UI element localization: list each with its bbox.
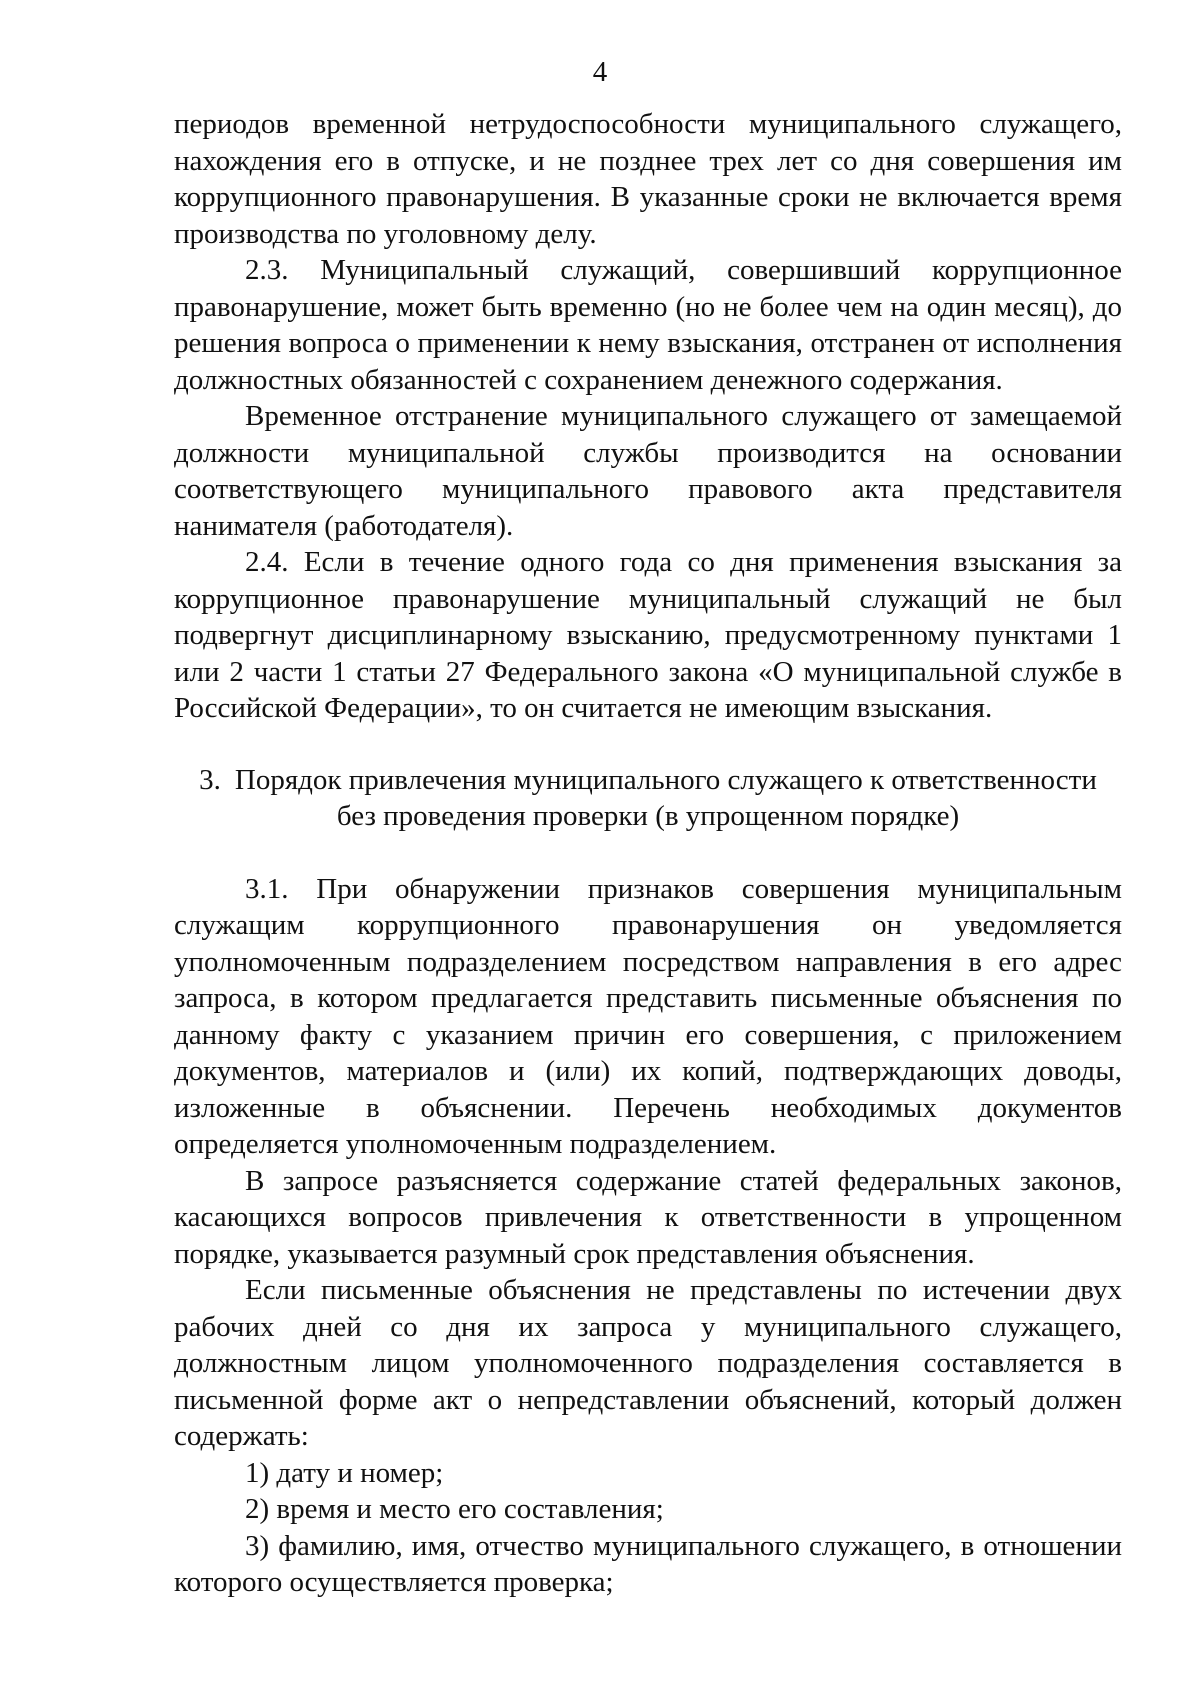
paragraph-3-1: 3.1. При обнаружении признаков совершения муниципальным служащим коррупционного правонарушения он уведомляется уполномоченным подразделением посредством направления в его адрес запроса, в котором предлагается представить письменные объяснения по данному факту с указанием причин его совершения, с приложением документов, материалов и (или) их копий, подтверждающих доводы, изложенные в объяснении. Перечень необходимых документов определяется уполномоченным подразделением.: [174, 872, 1122, 1160]
section-heading: [174, 762, 1122, 835]
list-item-2: 2) время и место его составления;: [245, 1493, 664, 1525]
paragraph-temporary-suspension: Временное отстранение муниципального служащего от замещаемой должности муниципальной службы производится на основании соответствующего муниципального правового акта представителя нанимателя (работодателя).: [174, 400, 1122, 542]
page-number: 4: [592, 56, 608, 88]
paragraph-2-3: 2.3. Муниципальный служащий, совершивший коррупционное правонарушение, может быть временно (но не более чем на один месяц), до решения вопроса о применении к нему взыскания, отстранен от исполнения должностных обязанностей с сохранением денежного содержания.: [174, 254, 1122, 396]
section-number: 3.: [199, 763, 221, 796]
list-item-3: 3) фамилию, имя, отчество муниципального служащего, в отношении которого осуществляется проверка;: [174, 1529, 1122, 1598]
paragraph-2-4: 2.4. Если в течение одного года со дня применения взыскания за коррупционное правонарушение муниципальный служащий не был подвергнут дисциплинарному взысканию, предусмотренному пунктами 1 или 2 части 1 статьи 27 Федерального закона «О муниципальной службе в Российской Федерации», то он считается не имеющим взыскания.: [174, 546, 1122, 724]
paragraph-continuation: периодов временной нетрудоспособности муниципального служащего, нахождения его в отпуске, и не позднее трех лет со дня совершения им коррупционного правонарушения. В указанные сроки не включается время производства по уголовному делу.: [174, 108, 1122, 250]
document-body: [174, 106, 1122, 1601]
section-title-line-2: без проведения проверки (в упрощенном порядке): [336, 800, 960, 832]
paragraph-act-of-non-submission: Если письменные объяснения не представлены по истечении двух рабочих дней со дня их запроса у муниципального служащего, должностным лицом уполномоченного подразделения составляется в письменной форме акт о непредставлении объяснений, который должен содержать:: [174, 1274, 1122, 1452]
list-item-1: 1) дату и номер;: [245, 1456, 444, 1489]
paragraph-request-explanation: В запросе разъясняется содержание статей федеральных законов, касающихся вопросов привлечения к ответственности в упрощенном порядке, указывается разумный срок представления объяснения.: [174, 1164, 1122, 1270]
section-heading-line-1: [174, 762, 1122, 799]
section-title-line-1: Порядок привлечения муниципального служащего к ответственности: [234, 763, 1097, 796]
